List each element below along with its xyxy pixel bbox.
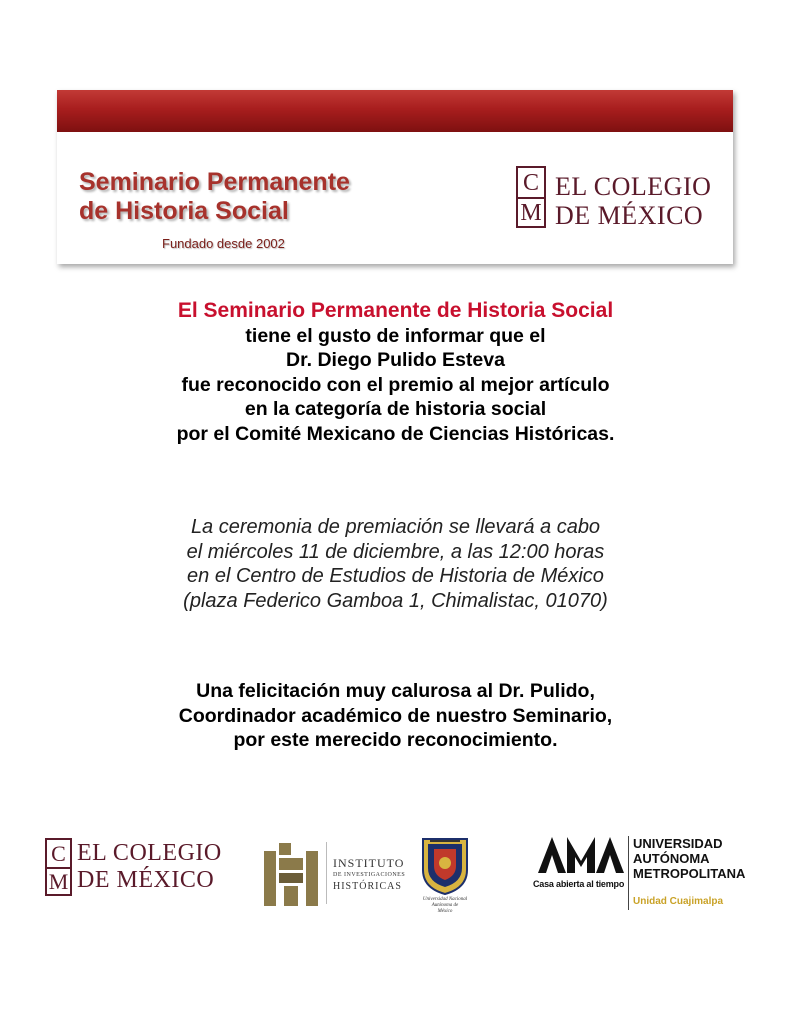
unam-caption-line1: Universidad Nacional: [422, 897, 468, 902]
cm-letter-m: M: [520, 200, 542, 226]
colegio-name-line1: EL COLEGIO: [555, 172, 712, 201]
unam-caption-line3: México: [437, 909, 453, 914]
iih-divider: [326, 842, 327, 904]
header-banner: [57, 90, 733, 264]
ceremony-line-address: (plaza Federico Gamboa 1, Chimalistac, 01070): [183, 589, 608, 612]
uam-divider: [628, 836, 629, 910]
colegio-cm-logo: [516, 166, 546, 228]
footer-colegio-line1: EL COLEGIO: [77, 840, 222, 866]
footer-colegio-name: [77, 840, 222, 894]
ceremony-line-venue: en el Centro de Estudios de Historia de México: [187, 565, 604, 587]
ceremony-line: La ceremonia de premiación se llevará a cabo: [190, 516, 601, 538]
announcement-line: fue reconocido con el premio al mejor artículo: [181, 373, 610, 396]
colegio-name: [555, 172, 711, 230]
seminario-title-line2: de Historia Social: [79, 197, 289, 225]
iih-line2: DE INVESTIGACIONES: [333, 872, 406, 878]
announcement-line-awardee: Dr. Diego Pulido Esteva: [286, 349, 505, 371]
ceremony-line-date: el miércoles 11 de diciembre, a las 12:00 horas: [186, 540, 605, 563]
iih-line1: INSTITUTO: [333, 856, 405, 870]
ceremony-details: [0, 515, 791, 613]
congratulations: [0, 679, 791, 753]
unam-caption-line2: Autónoma de: [431, 903, 459, 908]
iih-line3: HISTÓRICAS: [333, 881, 402, 892]
unam-caption: [415, 897, 475, 915]
announcement: [0, 299, 791, 446]
footer-colegio-line2: DE MÉXICO: [77, 867, 215, 893]
iih-logo-icon: [264, 843, 318, 906]
seminario-title-line1: Seminario Permanente: [79, 168, 350, 196]
banner-red-bar: [57, 90, 733, 132]
uam-line2: AUTÓNOMA: [633, 851, 710, 866]
uam-logo-icon: [538, 835, 624, 875]
announcement-line-seminario: El Seminario Permanente de Historia Social: [177, 299, 614, 322]
cm-letter-m: M: [48, 869, 69, 894]
announcement-line: tiene el gusto de informar que el: [245, 324, 546, 347]
iih-name: [333, 856, 405, 893]
congrats-line: Una felicitación muy calurosa al Dr. Pulido,: [196, 680, 595, 702]
seminario-subtitle: Fundado desde 2002: [162, 236, 285, 251]
announcement-line: por el Comité Mexicano de Ciencias Históricas.: [176, 422, 615, 445]
uam-line3: METROPOLITANA: [633, 866, 746, 881]
congrats-line: por este merecido reconocimiento.: [233, 729, 558, 751]
uam-unit: Unidad Cuajimalpa: [633, 896, 724, 907]
uam-tagline: Casa abierta al tiempo: [533, 879, 625, 889]
uam-line1: UNIVERSIDAD: [633, 836, 723, 851]
footer-colegio-cm-logo: [45, 838, 72, 896]
cm-letter-c: C: [51, 841, 66, 866]
cm-letter-c: C: [522, 170, 539, 196]
colegio-name-line2: DE MÉXICO: [555, 201, 704, 230]
uam-name: [633, 836, 745, 881]
unam-shield-icon: [420, 836, 470, 896]
seminario-title: [79, 168, 350, 226]
congrats-line: Coordinador académico de nuestro Seminario,: [178, 704, 613, 727]
announcement-line: en la categoría de historia social: [244, 398, 547, 420]
